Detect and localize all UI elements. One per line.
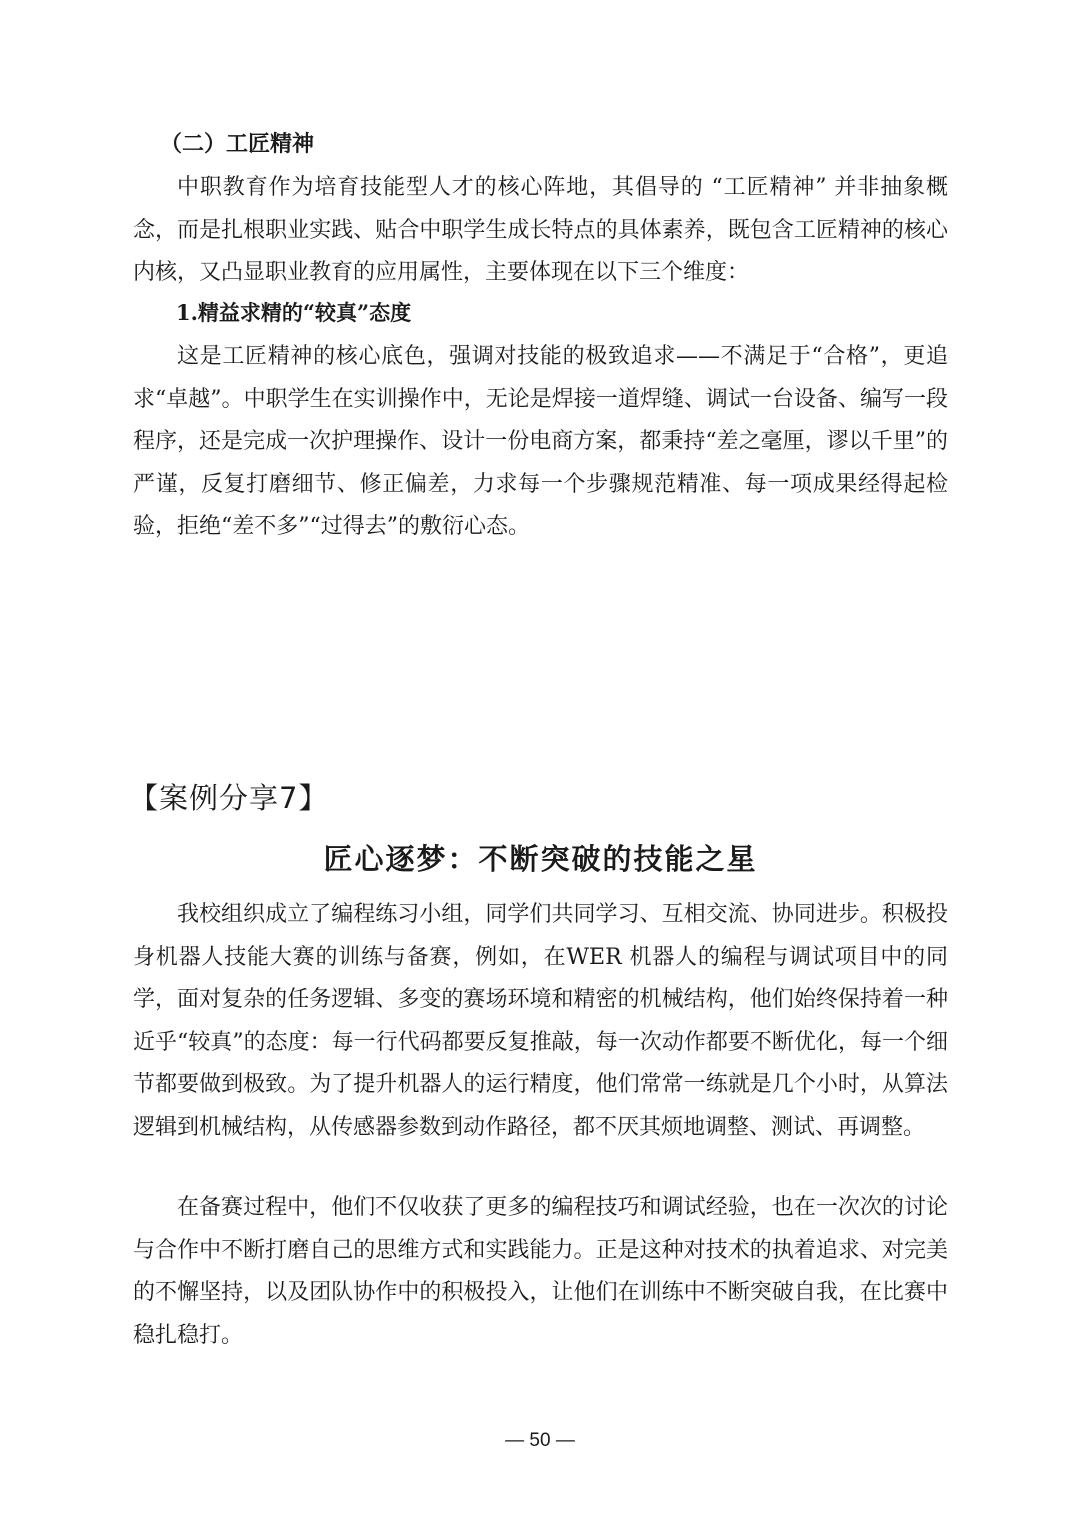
- page-number: — 50 —: [505, 1430, 575, 1451]
- intro-paragraph: 中职教育作为培育技能型人才的核心阵地，其倡导的 “工匠精神” 并非抽象概念，而是扎根职业实践、贴合中职学生成长特点的具体素养，既包含工匠精神的核心内核，又凸显职业教育的应用属性，主要体现在以下三个维度：: [133, 175, 948, 285]
- subsection-heading: 1.精益求精的“较真”态度: [176, 300, 412, 325]
- case-paragraph-2: 在备赛过程中，他们不仅收获了更多的编程技巧和调试经验，也在一次次的讨论与合作中不断打磨自己的思维方式和实践能力。正是这种对技术的执着追求、对完美的不懈坚持，以及团队协作中的积极投入，让他们在训练中不断突破自我，在比赛中稳扎稳打。: [133, 1195, 948, 1348]
- case-title: 匠心逐梦：不断突破的技能之星: [323, 842, 758, 876]
- case-paragraph-1: 我校组织成立了编程练习小组，同学们共同学习、互相交流、协同进步。积极投身机器人技能大赛的训练与备赛，例如，在WER 机器人的编程与调试项目中的同学，面对复杂的任务逻辑、多变的赛场环境和精密的机械结构，他们始终保持着一种近乎“较真”的态度：每一行代码都要反复推敲，每一次动作都要不断优化，每一个细节都要做到极致。为了提升机器人的运行精度，他们常常一练就是几个小时，从算法逻辑到机械结构，从传感器参数到动作路径，都不厌其烦地调整、测试、再调整。: [133, 902, 948, 1140]
- section-heading: （二）工匠精神: [160, 131, 315, 157]
- case-label: 【案例分享7】: [129, 781, 329, 815]
- subsection-paragraph: 这是工匠精神的核心底色，强调对技能的极致追求——不满足于“合格”，更追求“卓越”。中职学生在实训操作中，无论是焊接一道焊缝、调试一台设备、编写一段程序，还是完成一次护理操作、设计一份电商方案，都秉持“差之毫厘，谬以千里”的严谨，反复打磨细节、修正偏差，力求每一个步骤规范精准、每一项成果经得起检验，拒绝“差不多”“过得去”的敷衍心态。: [133, 344, 948, 539]
